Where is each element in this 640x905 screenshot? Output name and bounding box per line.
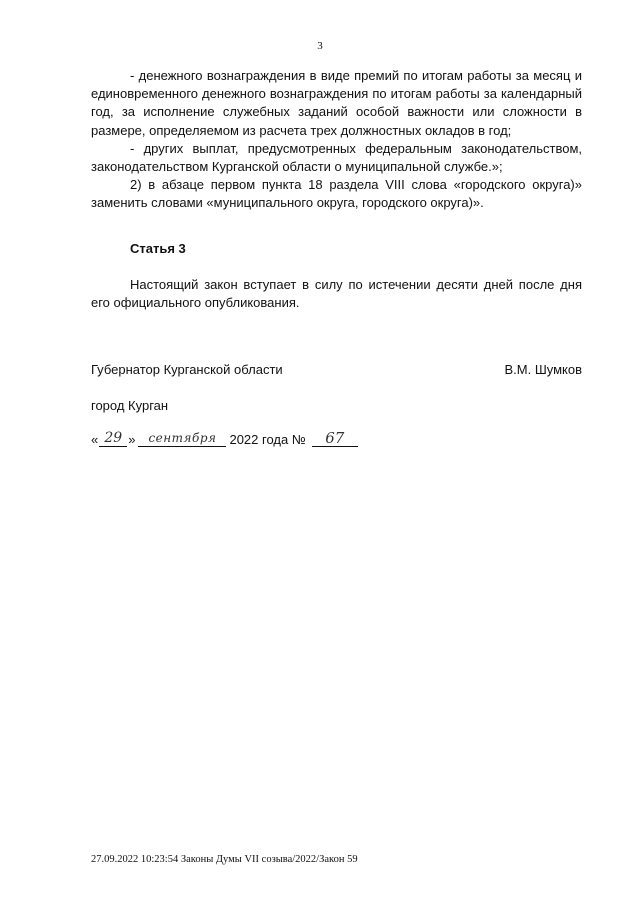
governor-name: В.М. Шумков [504, 362, 582, 377]
paragraph-other-payments: - других выплат, предусмотренных федеральным законодательством, законодательством Курганской области о муниципальной службе.»; [91, 140, 582, 175]
document-footer: 27.09.2022 10:23:54 Законы Думы VII созыва/2022/Закон 59 [91, 854, 358, 865]
year-text: 2022 года № [229, 432, 306, 447]
signature-block [91, 362, 582, 377]
amendment-text [91, 67, 582, 213]
handwritten-month: сентября [138, 431, 226, 447]
entry-into-force-text: Настоящий закон вступает в силу по истечении десяти дней после дня его официального опубликования. [91, 277, 582, 311]
paragraph-amendment-2: 2) в абзаце первом пункта 18 раздела VIII слова «городского округа)» заменить словами «муниципального округа, городского округа)». [91, 177, 582, 211]
article-body [91, 276, 582, 312]
page-number: 3 [317, 40, 323, 52]
date-line [91, 431, 358, 447]
close-quote: » [128, 432, 136, 447]
open-quote: « [91, 432, 99, 447]
article-heading: Статья 3 [130, 241, 186, 256]
governor-title: Губернатор Курганской области [91, 362, 283, 377]
paragraph-bonus-payments: - денежного вознаграждения в виде премий по итогам работы за месяц и единовременного денежного вознаграждения по итогам работы за календарный год, за исполнение служебных заданий особой важности или сложности в размере, определяемом из расчета трех должностных окладов в год; [91, 68, 582, 138]
handwritten-law-number: 67 [312, 431, 358, 447]
handwritten-day: 29 [99, 431, 127, 447]
city-name: город Курган [91, 398, 169, 413]
